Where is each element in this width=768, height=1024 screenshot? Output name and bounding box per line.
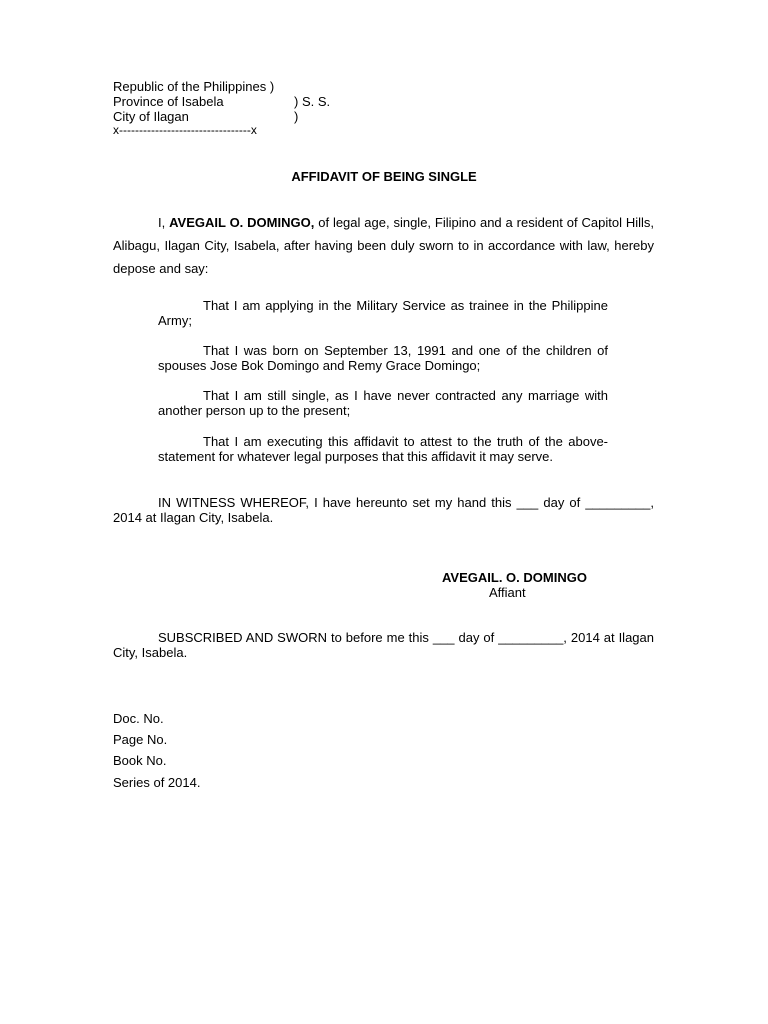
affiant-name-intro: AVEGAIL O. DOMINGO,: [169, 215, 315, 230]
jurat-paragraph: SUBSCRIBED AND SWORN to before me this ___ day of _________, 2014 at Ilagan City, Isabela.: [113, 630, 654, 660]
venue-province-text: Province of Isabela: [113, 94, 224, 109]
venue-ss-text: ) S. S.: [294, 94, 331, 109]
affiant-signature-name: AVEGAIL. O. DOMINGO: [442, 570, 587, 585]
statement-single: That I am still single, as I have never contracted any marriage with another person up to the present;: [158, 388, 608, 418]
document-title: AFFIDAVIT OF BEING SINGLE: [291, 169, 477, 184]
venue-city-paren: ): [294, 109, 299, 124]
notarial-page-no: Page No.: [113, 732, 168, 747]
statement-military: That I am applying in the Military Service as trainee in the Philippine Army;: [158, 298, 608, 328]
intro-body: of legal age, single, Filipino and a resident of Capitol Hills, Alibagu, Ilagan City, Isabela, after having been duly sworn to in accordance with law, hereby depose and say:: [113, 215, 654, 276]
venue-city-text: City of Ilagan: [113, 109, 189, 124]
venue-line-province: [113, 94, 353, 109]
witness-paragraph: IN WITNESS WHEREOF, I have hereunto set my hand this ___ day of _________, 2014 at Ilagan City, Isabela.: [113, 495, 654, 525]
affiant-role: Affiant: [489, 585, 526, 600]
venue-separator: x---------------------------------x: [113, 123, 257, 137]
venue-line-city: [113, 109, 353, 124]
statement-birth: That I was born on September 13, 1991 and one of the children of spouses Jose Bok Domingo and Remy Grace Domingo;: [158, 343, 608, 373]
venue-republic-text: Republic of the Philippines ): [113, 79, 275, 94]
notarial-doc-no: Doc. No.: [113, 711, 164, 726]
intro-paragraph: [113, 211, 654, 280]
notarial-series: Series of 2014.: [113, 775, 201, 790]
intro-prefix: I,: [158, 215, 170, 230]
notarial-book-no: Book No.: [113, 753, 167, 768]
venue-line-republic: [113, 79, 274, 94]
statement-purpose: That I am executing this affidavit to attest to the truth of the above-statement for whatever legal purposes that this affidavit it may serve.: [158, 434, 608, 464]
